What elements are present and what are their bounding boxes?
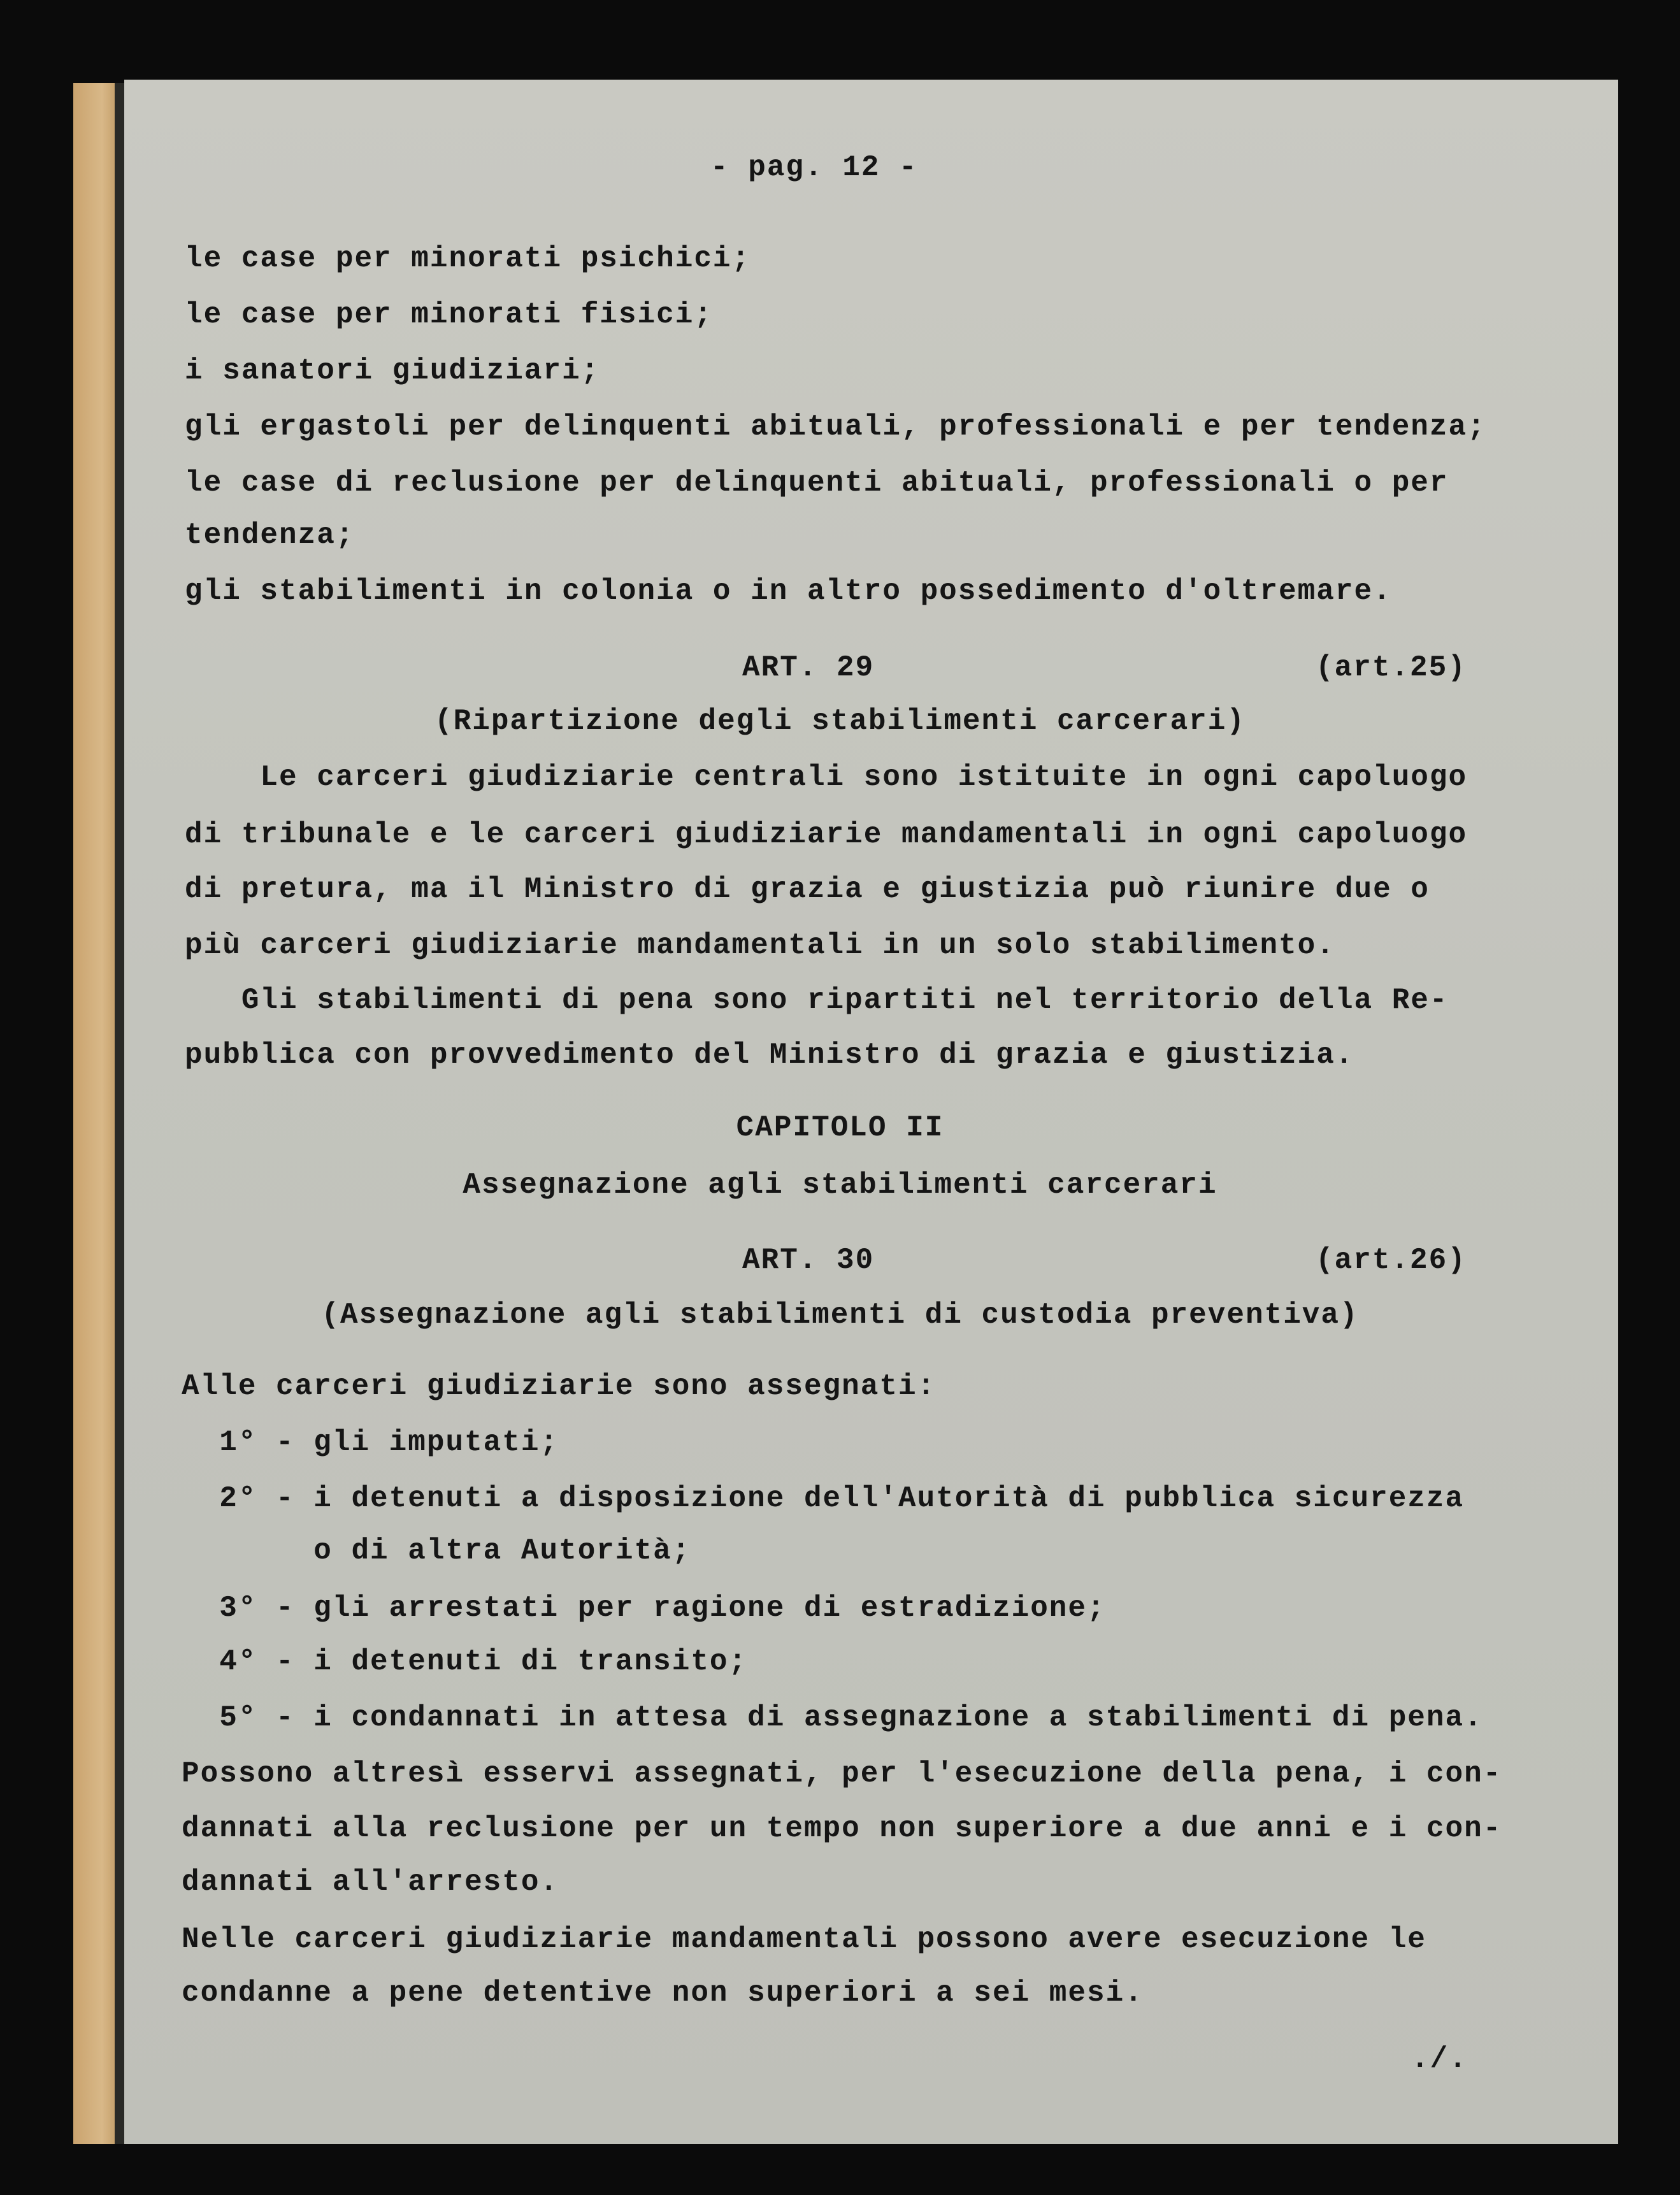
paragraph-line: Alle carceri giudiziarie sono assegnati:	[182, 1370, 937, 1403]
article-reference: (art.25)	[1316, 651, 1467, 684]
paragraph-line: Gli stabilimenti di pena sono ripartiti nel territorio della Re-	[185, 984, 1449, 1017]
continuation-mark: ./.	[1411, 2043, 1468, 2076]
list-item: o di altra Autorità;	[182, 1534, 691, 1567]
page-number: - pag. 12 -	[710, 151, 918, 184]
paragraph-line: pubblica con provvedimento del Ministro di grazia e giustizia.	[185, 1039, 1354, 1072]
article-reference: (art.26)	[1316, 1244, 1467, 1277]
article-subtitle: (Assegnazione agli stabilimenti di custodia preventiva)	[321, 1299, 1359, 1332]
paragraph-line: Possono altresì esservi assegnati, per l'esecuzione della pena, i con-	[182, 1757, 1502, 1790]
article-heading: ART. 29	[742, 651, 875, 684]
paragraph-line: Nelle carceri giudiziarie mandamentali possono avere esecuzione le	[182, 1923, 1426, 1956]
list-item: 5° - i condannati in attesa di assegnazione a stabilimenti di pena.	[182, 1701, 1483, 1734]
paragraph-line: dannati all'arresto.	[182, 1866, 559, 1899]
list-item: 4° - i detenuti di transito;	[182, 1645, 748, 1678]
list-item: le case di reclusione per delinquenti abituali, professionali o per	[185, 466, 1449, 500]
list-item: i sanatori giudiziari;	[185, 354, 600, 387]
list-item: 2° - i detenuti a disposizione dell'Autorità di pubblica sicurezza	[182, 1482, 1465, 1515]
article-subtitle: (Ripartizione degli stabilimenti carcerari)	[434, 705, 1246, 738]
paragraph-line: Le carceri giudiziarie centrali sono istituite in ogni capoluogo	[185, 761, 1468, 794]
list-item: 1° - gli imputati;	[182, 1426, 559, 1459]
chapter-title: Assegnazione agli stabilimenti carcerari	[463, 1169, 1217, 1202]
chapter-heading: CAPITOLO II	[736, 1111, 944, 1144]
paragraph-line: più carceri giudiziarie mandamentali in un solo stabilimento.	[185, 929, 1335, 962]
paragraph-line: di tribunale e le carceri giudiziarie mandamentali in ogni capoluogo	[185, 818, 1468, 851]
list-item: tendenza;	[185, 519, 355, 552]
paragraph-line: di pretura, ma il Ministro di grazia e giustizia può riunire due o	[185, 873, 1430, 906]
list-item: le case per minorati fisici;	[185, 298, 713, 331]
paragraph-line: dannati alla reclusione per un tempo non superiore a due anni e i con-	[182, 1812, 1502, 1845]
list-item: gli ergastoli per delinquenti abituali, professionali e per tendenza;	[185, 410, 1486, 443]
list-item: 3° - gli arrestati per ragione di estradizione;	[182, 1592, 1106, 1625]
paragraph-line: condanne a pene detentive non superiori a sei mesi.	[182, 1976, 1144, 2010]
list-item: le case per minorati psichici;	[185, 242, 751, 275]
article-heading: ART. 30	[742, 1244, 875, 1277]
list-item: gli stabilimenti in colonia o in altro possedimento d'oltremare.	[185, 575, 1392, 608]
